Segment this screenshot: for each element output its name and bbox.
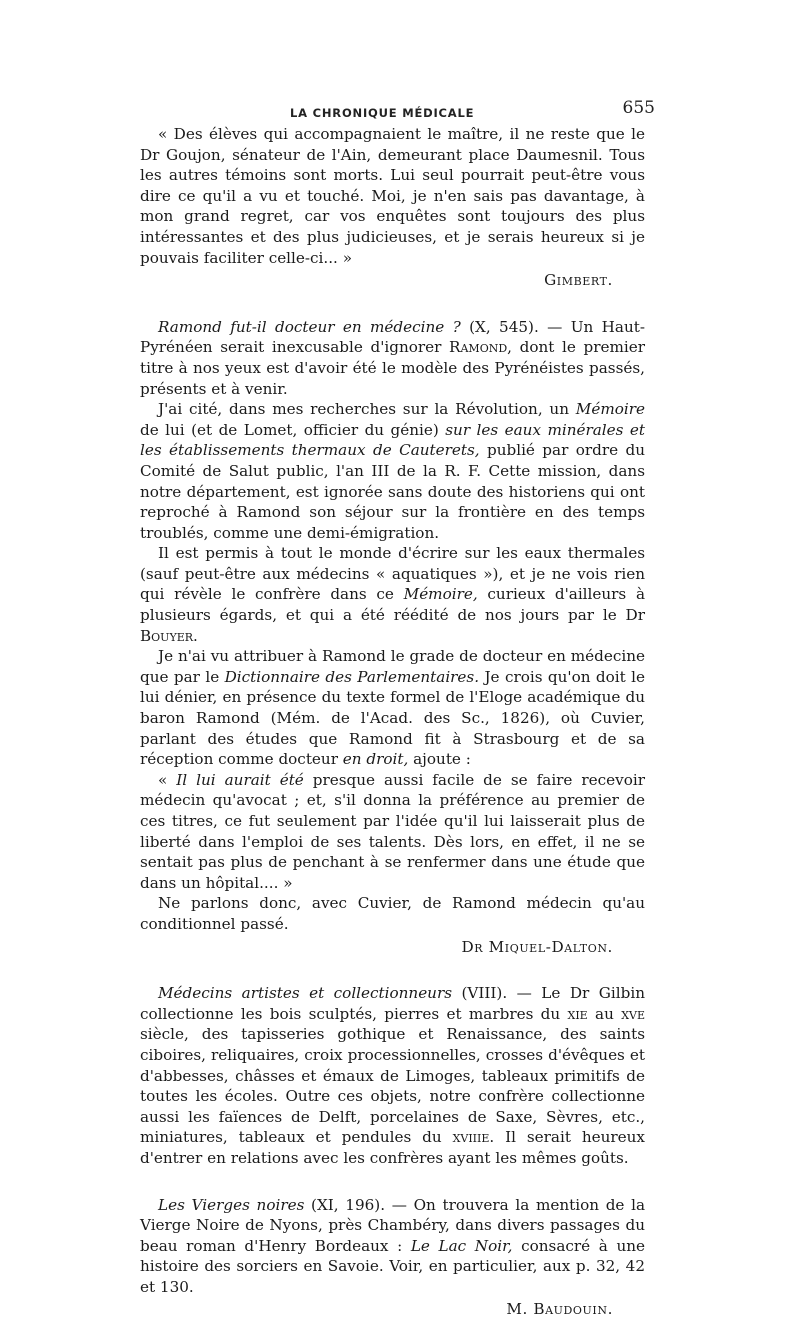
document-page: [140, 98, 645, 1320]
article-ramond: [140, 317, 645, 957]
text-run: Je n'ai vu attribuer à Ramond le grade de docteur en médecine que par le: [140, 647, 645, 686]
en-droit-italic: en droit,: [343, 750, 409, 768]
text-run: ajoute :: [408, 750, 471, 768]
ramond-intro: [140, 317, 645, 399]
running-title: LA CHRONIQUE MÉDICALE: [290, 103, 474, 124]
vierges-title: Les Vierges noires: [158, 1196, 304, 1214]
text-run: Je crois qu'on doit le lui dénier, en présence du texte formel de l'Eloge académique du baron Ramond (Mém. de l'Acad. des Sc., 1826), où Cuvier, parlant des études que Ramond fit à Strasbourg et de sa réception comme docteur: [140, 668, 645, 768]
ramond-title: Ramond fut-il docteur en médecine ?: [158, 318, 461, 336]
article-vierges-noires: [140, 1195, 645, 1320]
collectionneurs-title: Médecins artistes et collectionneurs: [158, 984, 452, 1002]
ramond-name: Ramond: [449, 338, 507, 356]
page-header: [140, 98, 645, 120]
ramond-paragraph-4: [140, 646, 645, 770]
text-run: au: [588, 1005, 621, 1023]
page-number: 655: [623, 98, 655, 119]
ramond-conclusion: Ne parlons donc, avec Cuvier, de Ramond médecin qu'au conditionnel passé.: [140, 893, 645, 934]
memoire-italic: Mémoire: [576, 400, 645, 418]
text-run: curieux d'ailleurs à plusieurs égards, et qui a été réédité de nos jours par le Dr: [140, 585, 645, 624]
text-run: «: [158, 771, 176, 789]
book-title: Le Lac Noir,: [411, 1237, 513, 1255]
letter-paragraph: « Des élèves qui accompagnaient le maître, il ne reste que le Dr Goujon, sénateur de l'Ain, demeurant place Daumesnil. Tous les autres témoins sont morts. Lui seul pourrait peut-être vous dire ce qu'il a vu et touché. Moi, je n'en sais pas davantage, à mon grand regret, car vos enquêtes sont toujours des plus intéressantes et des plus judicieuses, et je serais heureux si je pouvais faciliter celle-ci... »: [140, 124, 645, 268]
text-run: publié par ordre du Comité de Salut public, l'an III de la R. F. Cette mission, dans notre département, est ignorée sans doute des historiens qui ont reproché à Ramond son séjour sur la frontière en des temps troublés, comme une demi-émigration.: [140, 441, 645, 541]
memoire-italic: Mémoire,: [404, 585, 478, 603]
article-medecins-artistes: [140, 983, 645, 1168]
text-run: (XI, 196). — On trouvera la mention de la Vierge Noire de Nyons, près Chambéry, dans divers passages du beau roman d'Henry Bordeaux :: [140, 1196, 645, 1255]
cuvier-quote: [140, 770, 645, 894]
ramond-paragraph-3: [140, 543, 645, 646]
text-run: presque aussi facile de se faire recevoir médecin qu'avocat ; et, s'il donna la préférence au premier de ces titres, ce fut seulement par l'idée qu'il lui laisserait plus de liberté dans l'emploi de ses talents. Dès lors, en effet, il ne se sentait pas plus de penchant à se renfermer dans une étude que dans un hôpital.... »: [140, 771, 645, 892]
text-run: (VIII). — Le Dr Gilbin collectionne les bois sculptés, pierres et marbres du: [140, 984, 645, 1023]
ramond-ref: (X, 545). — Un Haut-Pyrénéen serait inexcusable d'ignorer: [140, 318, 645, 357]
century-xviii: xviiie.: [453, 1128, 495, 1146]
century-xv: xve: [621, 1005, 645, 1023]
vierges-paragraph: [140, 1195, 645, 1298]
text-run: siècle, des tapisseries gothique et Renaissance, des saints ciboires, reliquaires, croix processionnelles, crosses d'évêques et d'abbesses, châsses et émaux de Limoges, tableaux primitifs de toutes les écoles. Outre ces objets, notre confrère collectionne aussi les faïences de Delft, porcelaines de Saxe, Sèvres, etc., miniatures, tableaux et pendules du: [140, 1025, 645, 1146]
ramond-paragraph-2: [140, 399, 645, 543]
text-run: Il est permis à tout le monde d'écrire sur les eaux thermales (sauf peut-être aux médecins « aquatiques »), et je ne vois rien qui révèle le confrère dans ce: [140, 544, 645, 603]
dictionnaire-title: Dictionnaire des Parlementaires.: [225, 668, 479, 686]
signature-gimbert: Gimbert.: [140, 270, 613, 291]
signature-baudouin: M. Baudouin.: [140, 1299, 613, 1320]
text-run: J'ai cité, dans mes recherches sur la Révolution, un: [158, 400, 576, 418]
ramond-rest: , dont le premier titre à nos yeux est d'avoir été le modèle des Pyrénéistes passés, présents et à venir.: [140, 338, 645, 397]
quote-italic: Il lui aurait été: [176, 771, 304, 789]
century-xi: xie: [568, 1005, 588, 1023]
bouyer-name: Bouyer.: [140, 627, 198, 645]
signature-miquel-dalton: Dr Miquel-Dalton.: [140, 937, 613, 958]
memoire-title: sur les eaux minérales et les établissements thermaux de Cauterets,: [140, 421, 645, 460]
text-run: de lui (et de Lomet, officier du génie): [140, 421, 445, 439]
text-run: Il serait heureux d'entrer en relations avec les confrères ayant les mêmes goûts.: [140, 1128, 645, 1167]
collectionneurs-paragraph: [140, 983, 645, 1168]
text-run: consacré à une histoire des sorciers en Savoie. Voir, en particulier, aux p. 32, 42 et 130.: [140, 1237, 645, 1296]
